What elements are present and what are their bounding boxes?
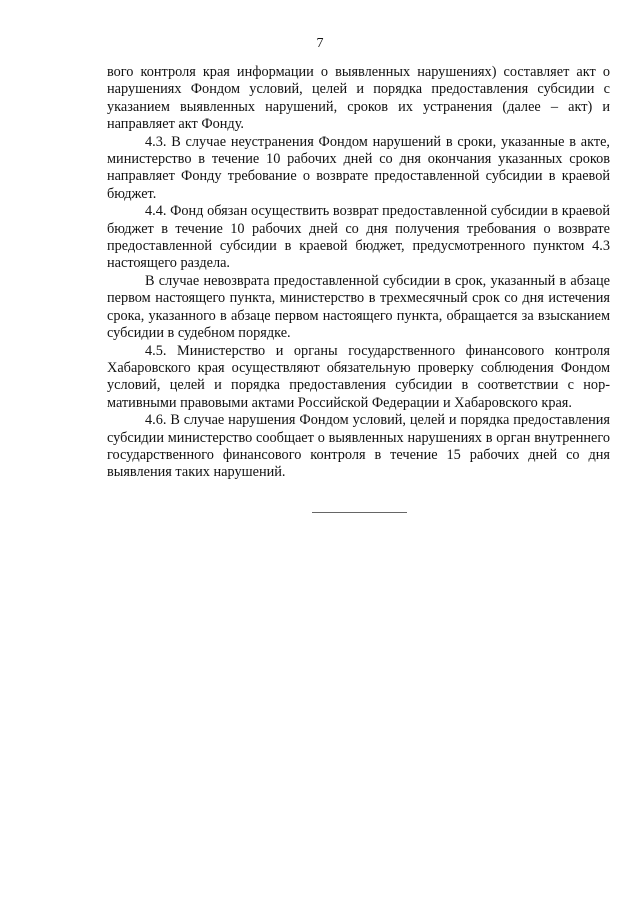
- paragraph-4-4: 4.4. Фонд обязан осуществить возврат предоставленной субсидии в краевой бюджет в течение 10 рабочих дней со дня получения требования о возврате предоставленной субсидии в краевой бюджет, предусмотренного пунктом 4.3 настоящего раздела.: [107, 203, 610, 272]
- document-body: [107, 64, 610, 482]
- end-separator-line: [312, 512, 407, 513]
- page-number: 7: [316, 36, 324, 51]
- paragraph-4-6: 4.6. В случае нарушения Фондом условий, целей и порядка предоставления субсидии министерство сообщает о выявленных нарушениях в орган внутреннего государственного финансового контроля в течение 15 рабочих дней со дня выявления таких нарушений.: [107, 412, 610, 481]
- paragraph-4-4-second: В случае невозврата предоставленной субсидии в срок, указанный в абзаце первом настоящего пункта, министерство в трехмесячный срок со дня истечения срока, указанного в абзаце первом настоящего пункта, обращается за взысканием субсидии в судебном порядке.: [107, 272, 610, 342]
- paragraph-4-5: 4.5. Министерство и органы государственного финансового контроля Хабаровского края осуществляют обязательную проверку соблюдения Фондом условий, целей и порядка предоставления субсидии в соответствии с нормативными правовыми актами Российской Федерации и Хабаровского края.: [107, 342, 610, 411]
- paragraph-continuation: вого контроля края информации о выявленных нарушениях) составляет акт о нарушениях Фондом условий, целей и порядка предоставления субсидии с указанием выявленных нарушений, сроков их устранения (далее – акт) и направляет акт Фонду.: [107, 64, 610, 133]
- paragraph-4-3: 4.3. В случае неустранения Фондом нарушений в сроки, указанные в акте, министерство в течение 10 рабочих дней со дня окончания указанных сроков направляет Фонду требование о возврате предоставленной субсидии в краевой бюджет.: [107, 133, 610, 202]
